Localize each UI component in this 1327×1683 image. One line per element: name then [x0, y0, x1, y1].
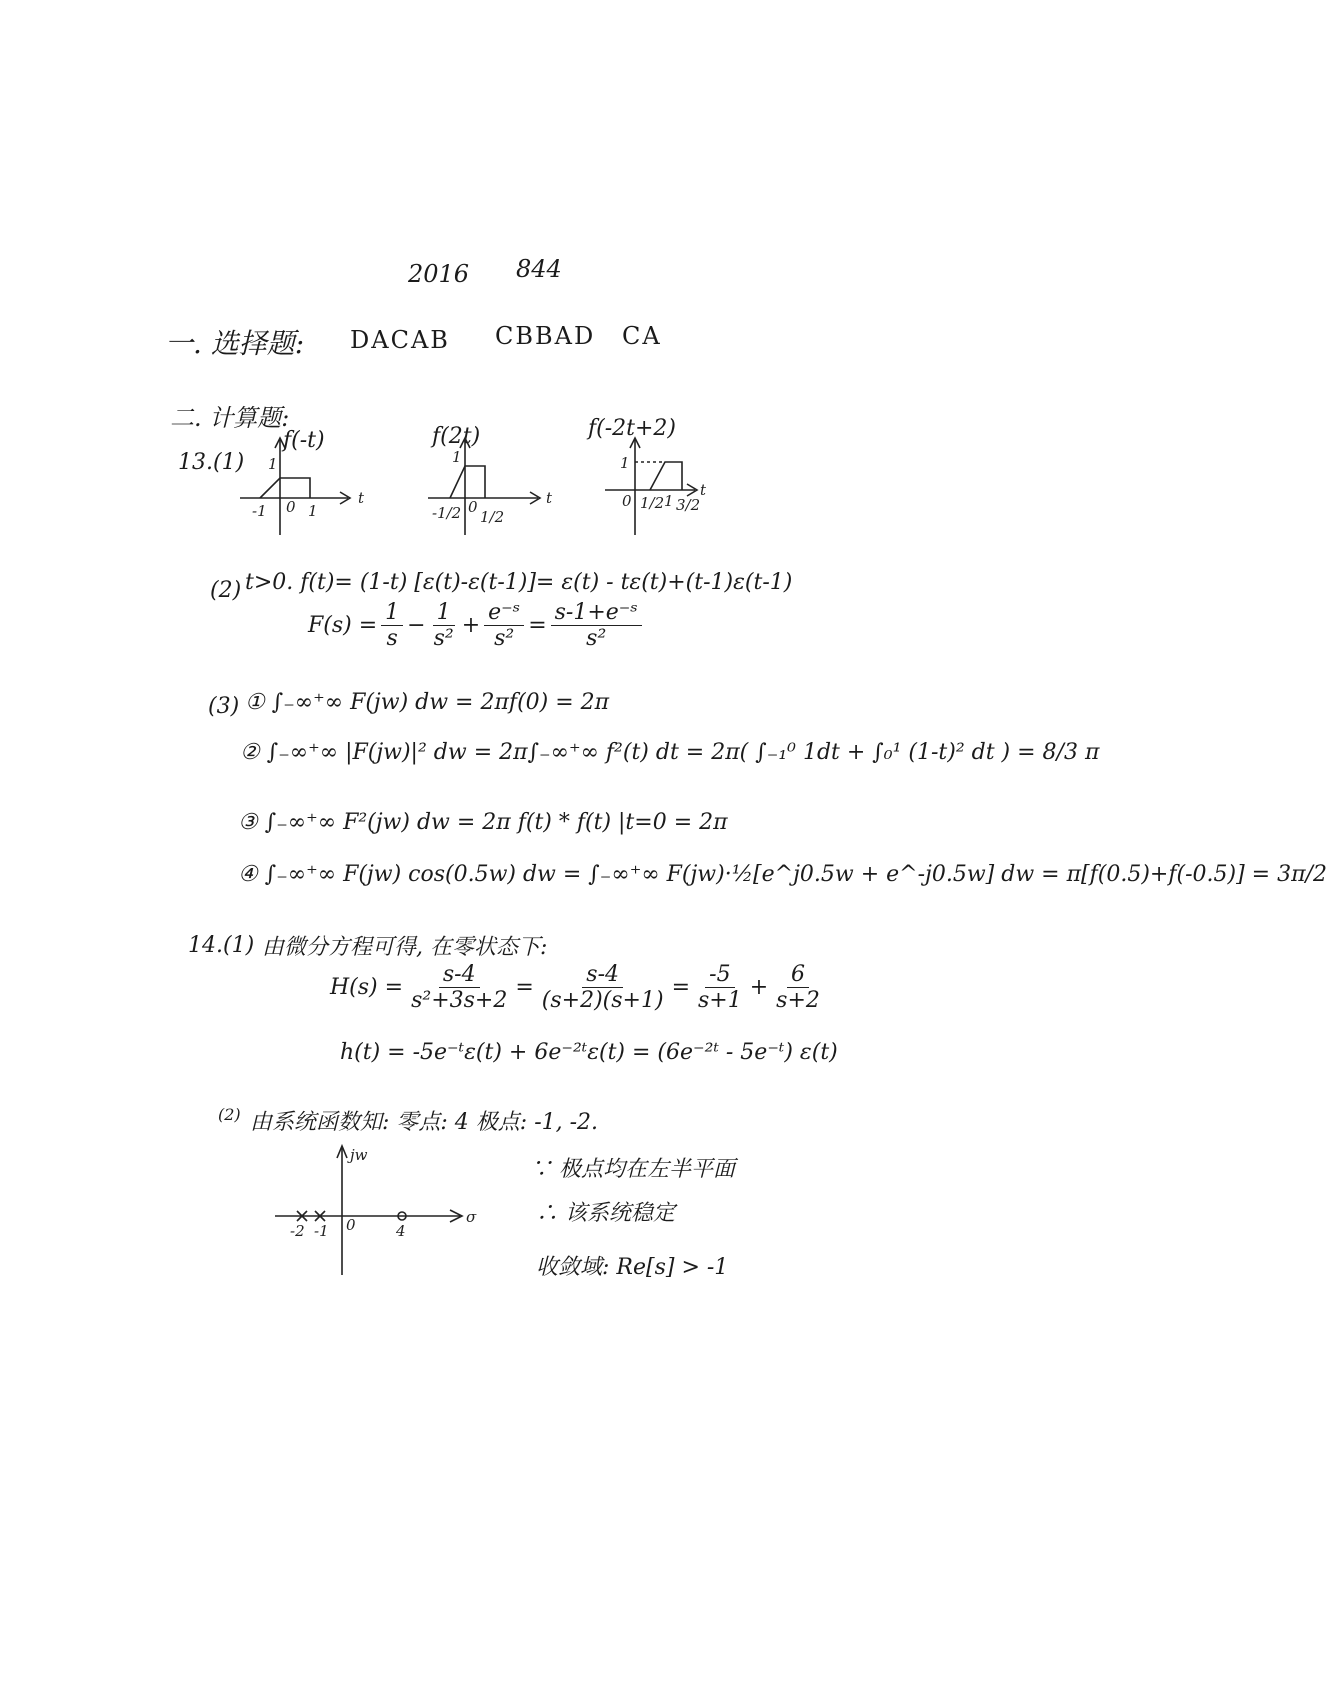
q14-note-3: 收敛域: Re[s] > -1 [536, 1255, 729, 1280]
graph2-xtick-a: -1/2 [432, 504, 462, 522]
Fs-lhs: F(s) = [308, 613, 378, 639]
item1-number: ① [245, 690, 265, 715]
graph1-signal [260, 478, 310, 498]
item4-expr: ∫₋∞⁺∞ F(jw) cos(0.5w) dw = ∫₋∞⁺∞ F(jw)·½[e^j0.5w + e^-j0.5w] dw = π[f(0.5)+f(-0.5)] = 3π/2 [264, 862, 1327, 887]
q14-p1-label: 14.(1) [188, 933, 255, 958]
Hs-frac2 [538, 962, 668, 1014]
header-year: 2016 [408, 260, 470, 288]
Hs-f4-den: s+2 [776, 988, 820, 1014]
Fs-t1-num: 1 [381, 600, 403, 626]
graph3-title: f(-2t+2) [588, 416, 677, 441]
q13-p3-item1 [245, 690, 609, 715]
header-code: 844 [516, 255, 562, 283]
graph3-xtick-c: 1 [664, 492, 674, 510]
graph2-title: f(2t) [432, 424, 481, 449]
item4-number: ④ [238, 862, 258, 887]
item3-expr: ∫₋∞⁺∞ F²(jw) dw = 2π f(t) * f(t) |t=0 = 2π [264, 810, 728, 835]
pz-tick-minus2: -2 [290, 1222, 305, 1240]
pz-jw-label: jw [350, 1146, 368, 1164]
Hs-frac1 [407, 962, 511, 1014]
Fs-term3 [484, 600, 524, 652]
section1-title: 一. 选择题: [165, 327, 305, 360]
graph3-signal [650, 462, 682, 490]
q13-p3-item2 [240, 740, 1099, 765]
Hs-f3-num: -5 [705, 962, 734, 988]
graph3-xtick-a: 0 [622, 492, 632, 510]
graph-f-minus-t [230, 430, 380, 540]
Fs-t2-den: s² [433, 626, 454, 652]
item2-number: ② [240, 740, 260, 765]
Hs-f2-den: (s+2)(s+1) [541, 988, 664, 1014]
graph1-xtick-c: 1 [308, 502, 318, 520]
graph2-signal [450, 466, 485, 498]
Hs-f3-den: s+1 [698, 988, 742, 1014]
graph3-ytick: 1 [620, 454, 630, 472]
q13-p3-item4 [238, 862, 1327, 887]
pz-tick-minus1: -1 [314, 1222, 329, 1240]
Fs-t4-num: s-1+e⁻ˢ [551, 600, 642, 626]
graph2-ytick: 1 [452, 448, 462, 466]
Fs-t3-den: s² [494, 626, 515, 652]
graph1-axis-label: t [358, 489, 365, 507]
item1-expr: ∫₋∞⁺∞ F(jw) dw = 2πf(0) = 2π [271, 690, 610, 715]
Fs-term1 [381, 600, 403, 652]
Fs-result [551, 600, 642, 652]
section2-title: 二. 计算题: [170, 404, 290, 432]
pole-zero-plot [270, 1140, 490, 1280]
q13-label: 13.(1) [178, 450, 245, 475]
Hs-frac4 [772, 962, 824, 1014]
q13-p2-label: (2) [210, 578, 242, 603]
q14-p1-text: 由微分方程可得, 在零状态下: [262, 935, 548, 960]
item2-expr: ∫₋∞⁺∞ |F(jw)|² dw = 2π∫₋∞⁺∞ f²(t) dt = 2π( ∫₋₁⁰ 1dt + ∫₀¹ (1-t)² dt ) = 8/3 π [266, 740, 1100, 765]
q13-p3-label: (3) [208, 694, 240, 719]
pz-tick-0: 0 [346, 1216, 356, 1234]
pz-tick-4: 4 [396, 1222, 406, 1240]
graph1-title: f(-t) [283, 428, 325, 453]
graph1-xtick-a: -1 [252, 502, 267, 520]
Hs-lhs: H(s) = [330, 975, 404, 1001]
q14-ht: h(t) = -5e⁻ᵗε(t) + 6e⁻²ᵗε(t) = (6e⁻²ᵗ - 5e⁻ᵗ) ε(t) [340, 1040, 838, 1065]
q14-note-2: ∴ 该系统稳定 [536, 1201, 675, 1226]
q14-Hs: H(s) = $\frac{s-4}{\text{s²+3s+2}}$ = $\frac{s-4}{(s+2)(s+1)}$ = $\frac{-5}{s+1}$ + $\frac{6}{s+2}$ [330, 962, 828, 1014]
Fs-t1-den: s [386, 626, 398, 652]
Hs-f4-num: 6 [787, 962, 809, 988]
Hs-f2-num: s-4 [582, 962, 623, 988]
graph3-xtick-d: 3/2 [676, 496, 701, 514]
answer-group-3: CA [622, 322, 662, 350]
q14-note-1: ∵ 极点均在左半平面 [530, 1157, 735, 1182]
Hs-f1-den: s²+3s+2 [411, 988, 508, 1014]
Fs-t4-den: s² [586, 626, 607, 652]
q14-p2-label: (2) [218, 1105, 241, 1124]
graph2-axis-label: t [546, 489, 553, 507]
q13-p3-item3 [238, 810, 728, 835]
graph1-ytick: 1 [268, 455, 278, 473]
q13-p2-Fs: F(s) = $\frac{1}{s}$ − $\frac{1}{\text{s²}}$ + $\frac{\text{e⁻ˢ}}{\text{s²}}$ = $\frac{\text{s-1+e⁻ˢ}}{\text{s²}}$ [308, 600, 646, 652]
answer-group-2: CBBAD [495, 322, 596, 350]
graph3-axis-label: t [700, 481, 707, 499]
Fs-t3-num: e⁻ˢ [484, 600, 524, 626]
graph2-xtick-c: 1/2 [480, 508, 505, 526]
graph1-xtick-b: 0 [286, 498, 296, 516]
Fs-term2 [430, 600, 458, 652]
Fs-t2-num: 1 [433, 600, 455, 626]
q14-p2-text: 由系统函数知: 零点: 4 极点: -1, -2. [250, 1110, 599, 1135]
graph3-xtick-b: 1/2 [640, 494, 665, 512]
Hs-f1-num: s-4 [439, 962, 480, 988]
graph2-xtick-b: 0 [468, 498, 478, 516]
pz-sigma-label: σ [466, 1208, 477, 1226]
answer-group-1: DACAB [350, 326, 450, 354]
q13-p2-ft: t>0. f(t)= (1-t) [ε(t)-ε(t-1)]= ε(t) - tε(t)+(t-1)ε(t-1) [245, 570, 793, 595]
Hs-frac3 [694, 962, 746, 1014]
graph-f-minus-2t-plus-2 [600, 430, 750, 540]
item3-number: ③ [238, 810, 258, 835]
graph-f-2t [420, 430, 570, 540]
